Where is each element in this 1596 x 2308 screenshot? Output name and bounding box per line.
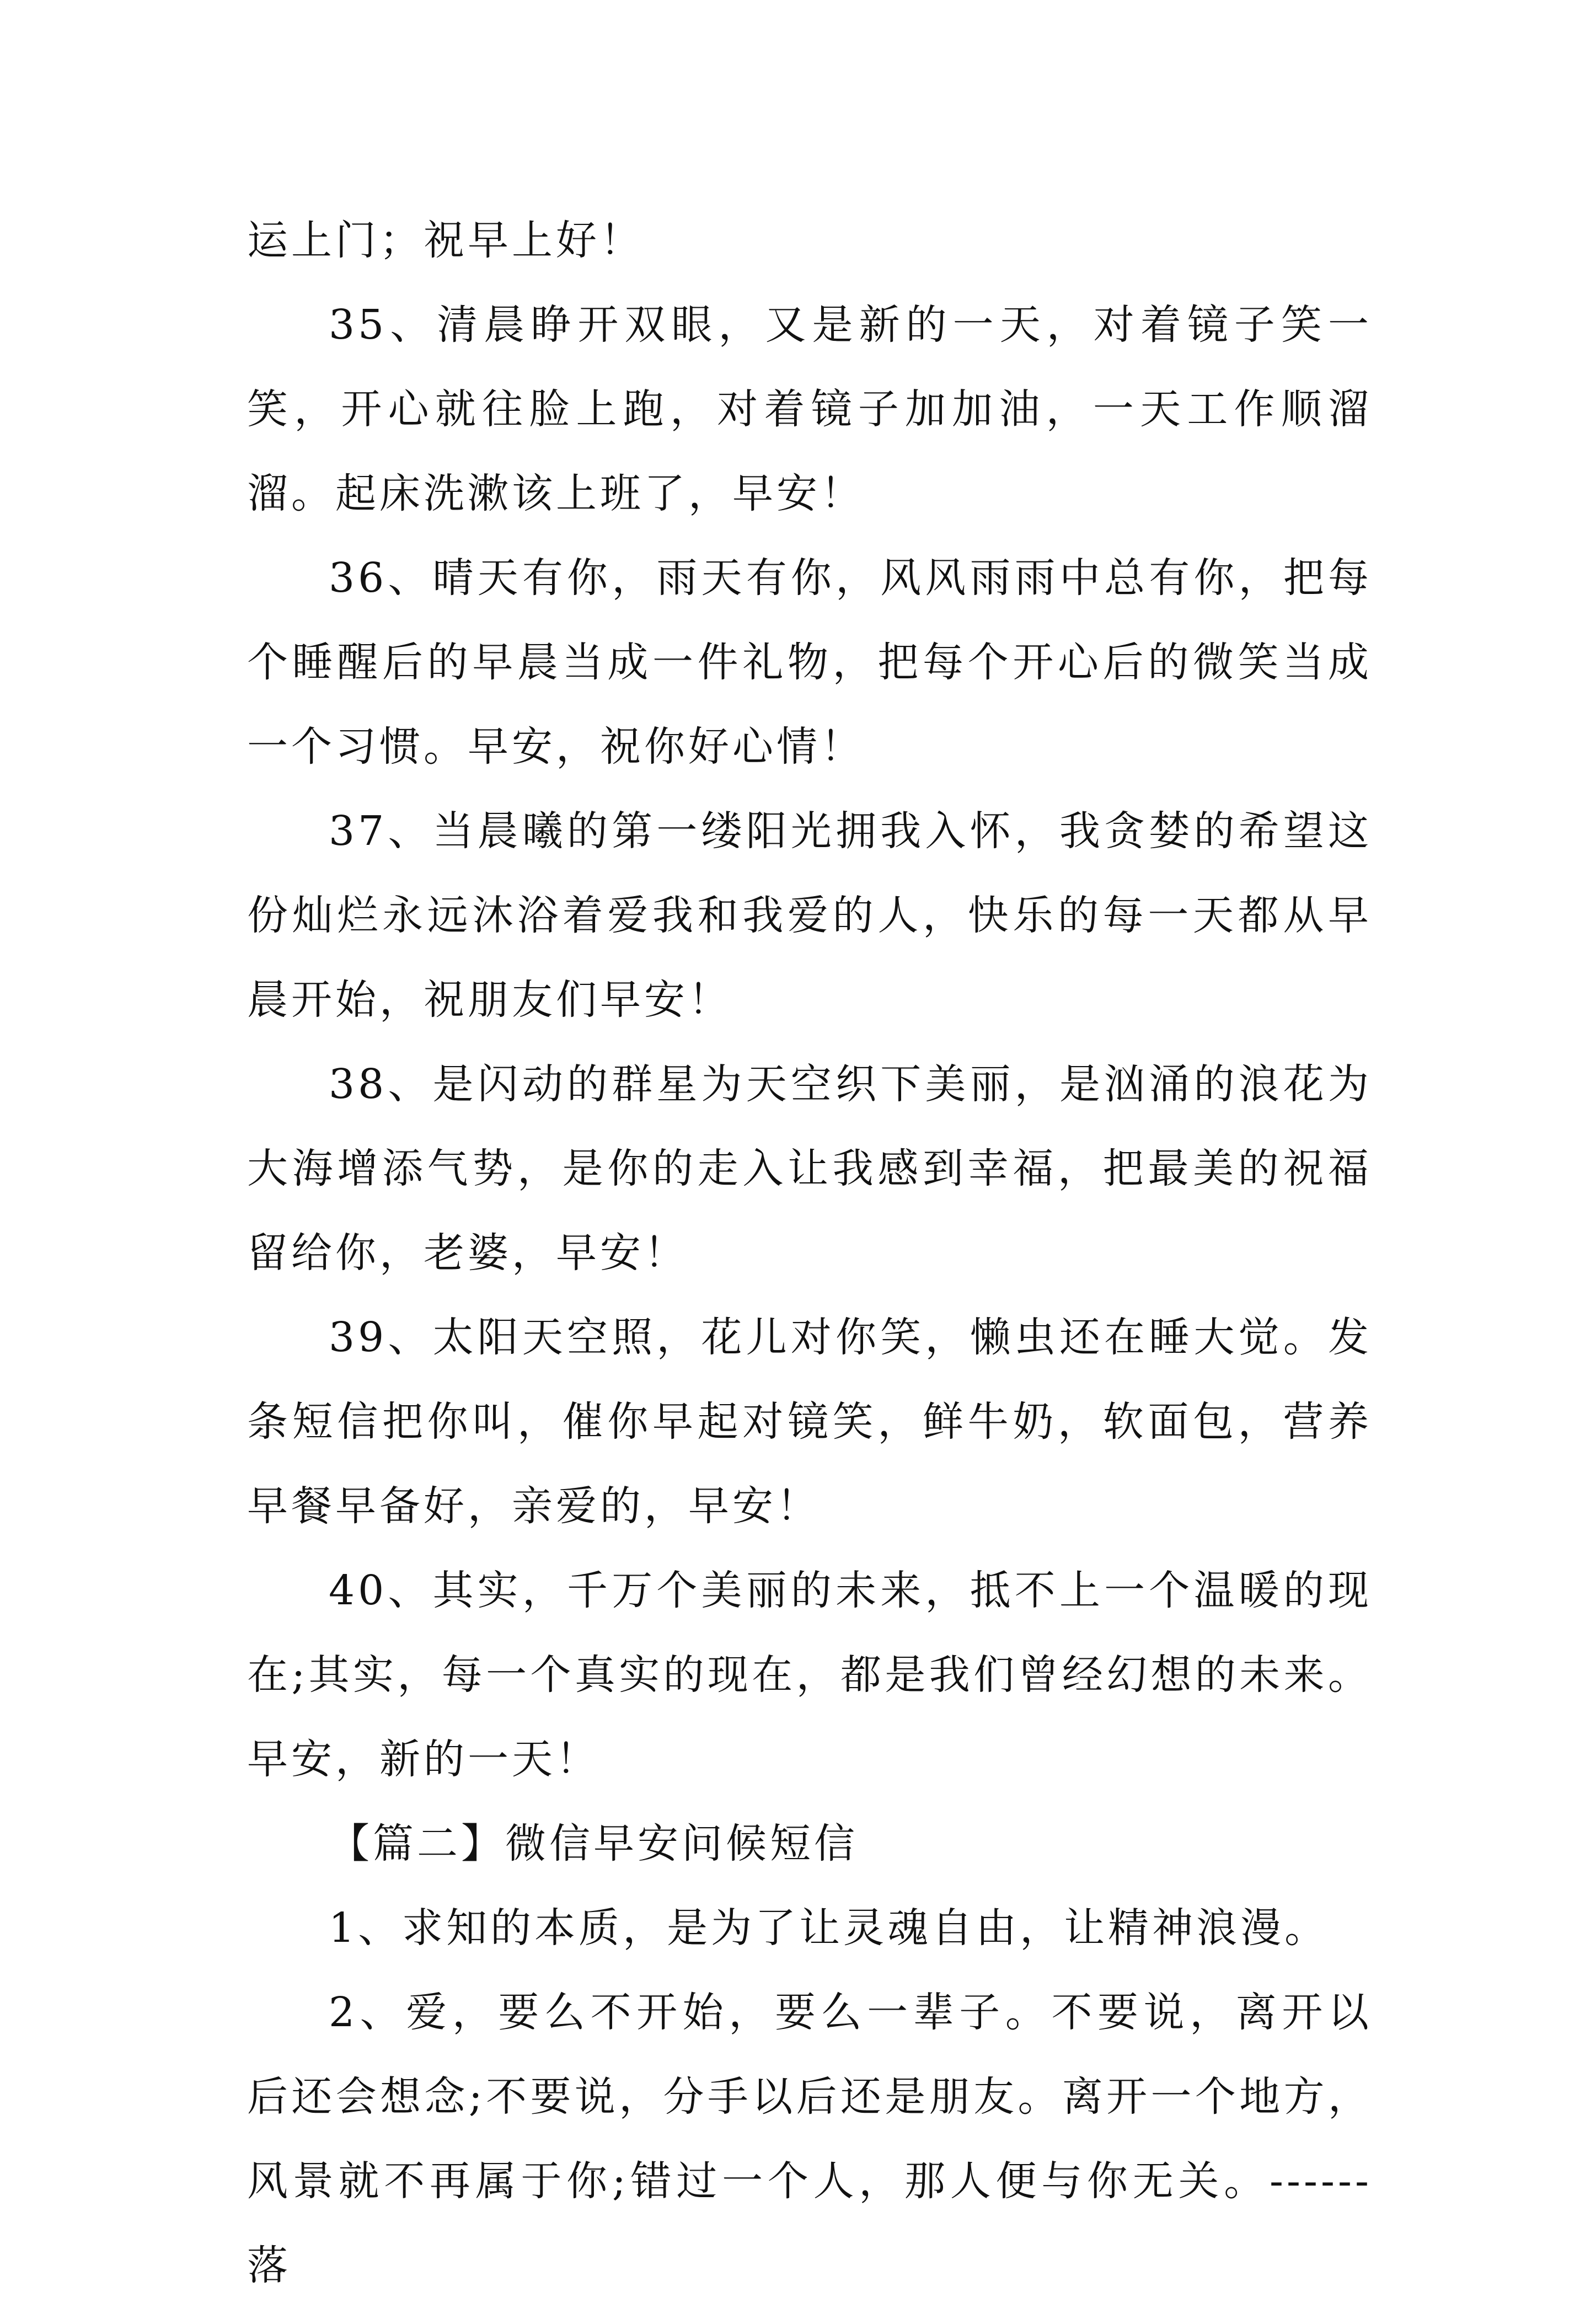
paragraph-item-38: 38、是闪动的群星为天空织下美丽，是汹涌的浪花为大海增添气势，是你的走入让我感到幸福，把最美的祝福留给你，老婆，早安！ xyxy=(247,1061,1372,1277)
paragraph-item-1: 1、求知的本质，是为了让灵魂自由，让精神浪漫。 xyxy=(329,1904,1329,1952)
paragraph-item-39: 39、太阳天空照，花儿对你笑，懒虫还在睡大觉。发条短信把你叫，催你早起对镜笑，鲜牛奶，软面包，营养早餐早备好，亲爱的，早安！ xyxy=(247,1314,1372,1530)
document-body xyxy=(247,199,1372,2308)
paragraph-item-35: 35、清晨睁开双眼，又是新的一天，对着镜子笑一笑，开心就往脸上跑，对着镜子加加油，一天工作顺溜溜。起床洗漱该上班了，早安！ xyxy=(247,301,1372,517)
paragraph-continuation: 运上门；祝早上好！ xyxy=(247,217,644,264)
paragraph-item-2: 2、爱，要么不开始，要么一辈子。不要说，离开以后还会想念;不要说，分手以后还是朋友。离开一个地方，风景就不再属于你;错过一个人，那人便与你无关。------落 xyxy=(247,1989,1372,2289)
section-heading: 【篇二】微信早安问候短信 xyxy=(329,1820,858,1867)
paragraph-item-36: 36、晴天有你，雨天有你，风风雨雨中总有你，把每个睡醒后的早晨当成一件礼物，把每个开心后的微笑当成一个习惯。早安，祝你好心情！ xyxy=(247,554,1372,770)
paragraph-item-40: 40、其实，千万个美丽的未来，抵不上一个温暖的现在;其实，每一个真实的现在，都是我们曾经幻想的未来。早安，新的一天！ xyxy=(247,1567,1372,1783)
paragraph-item-37: 37、当晨曦的第一缕阳光拥我入怀，我贪婪的希望这份灿烂永远沐浴着爱我和我爱的人，快乐的每一天都从早晨开始，祝朋友们早安！ xyxy=(247,807,1372,1024)
